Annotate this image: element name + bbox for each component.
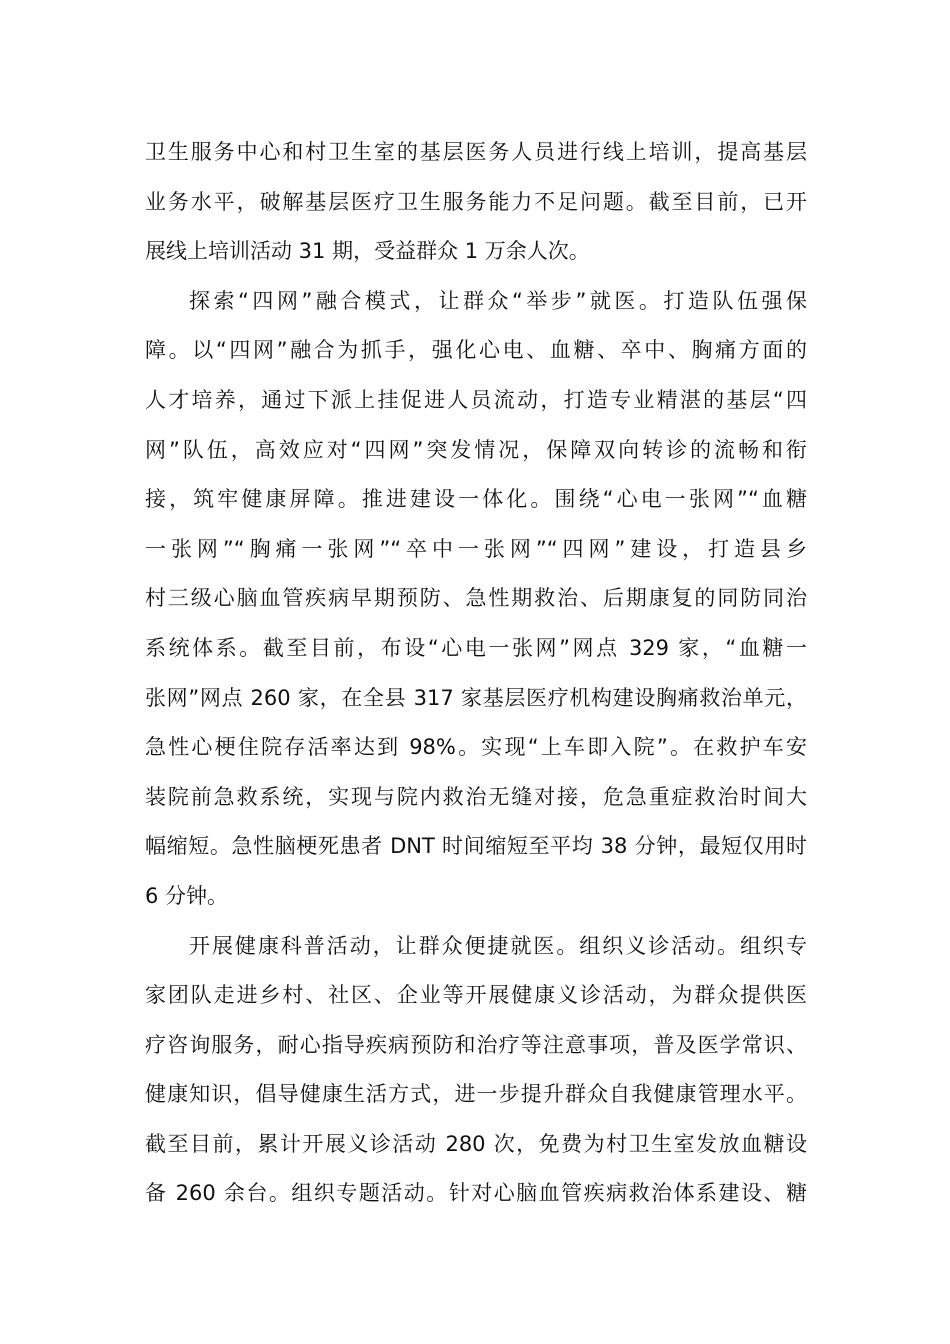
text-line: 6 分钟。 xyxy=(145,883,229,908)
text-line: 系统体系。截至目前，布设“心电一张网”网点 329 家，“血糖一 xyxy=(145,635,807,660)
text-line: 张网”网点 260 家，在全县 317 家基层医疗机构建设胸痛救治单元， xyxy=(145,685,807,710)
text-line: 备 260 余台。组织专题活动。针对心脑血管疾病救治体系建设、糖 xyxy=(145,1181,807,1206)
text-line: 人才培养，通过下派上挂促进人员流动，打造专业精湛的基层“四 xyxy=(145,387,807,412)
text-line: 业务水平，破解基层医疗卫生服务能力不足问题。截至目前，已开 xyxy=(145,189,807,214)
text-line: 疗咨询服务，耐心指导疾病预防和治疗等注意事项，普及医学常识、 xyxy=(145,1032,807,1057)
text-line: 开展健康科普活动，让群众便捷就医。组织义诊活动。组织专 xyxy=(189,933,807,958)
text-line: 装院前急救系统，实现与院内救治无缝对接，危急重症救治时间大 xyxy=(145,784,807,809)
text-line: 急性心梗住院存活率达到 98%。实现“上车即入院”。在救护车安 xyxy=(145,735,807,760)
text-line: 健康知识，倡导健康生活方式，进一步提升群众自我健康管理水平。 xyxy=(145,1082,807,1107)
text-line: 探索“四网”融合模式，让群众“举步”就医。打造队伍强保 xyxy=(189,288,807,313)
text-line: 幅缩短。急性脑梗死患者 DNT 时间缩短至平均 38 分钟，最短仅用时 xyxy=(145,834,807,859)
text-line: 网”队伍，高效应对“四网”突发情况，保障双向转诊的流畅和衔 xyxy=(145,437,807,462)
text-line: 接，筑牢健康屏障。推进建设一体化。围绕“心电一张网”“血糖 xyxy=(145,487,807,512)
text-line: 展线上培训活动 31 期，受益群众 1 万余人次。 xyxy=(145,239,590,264)
text-line: 截至目前，累计开展义诊活动 280 次，免费为村卫生室发放血糖设 xyxy=(145,1131,807,1156)
text-line: 一张网”“胸痛一张网”“卒中一张网”“四网”建设，打造县乡 xyxy=(145,536,807,561)
text-line: 家团队走进乡村、社区、企业等开展健康义诊活动，为群众提供医 xyxy=(145,983,807,1008)
text-line: 村三级心脑血管疾病早期预防、急性期救治、后期康复的同防同治 xyxy=(145,586,807,611)
document-body xyxy=(145,136,807,1227)
text-line: 卫生服务中心和村卫生室的基层医务人员进行线上培训，提高基层 xyxy=(145,140,807,164)
text-line: 障。以“四网”融合为抓手，强化心电、血糖、卒中、胸痛方面的 xyxy=(145,338,807,363)
